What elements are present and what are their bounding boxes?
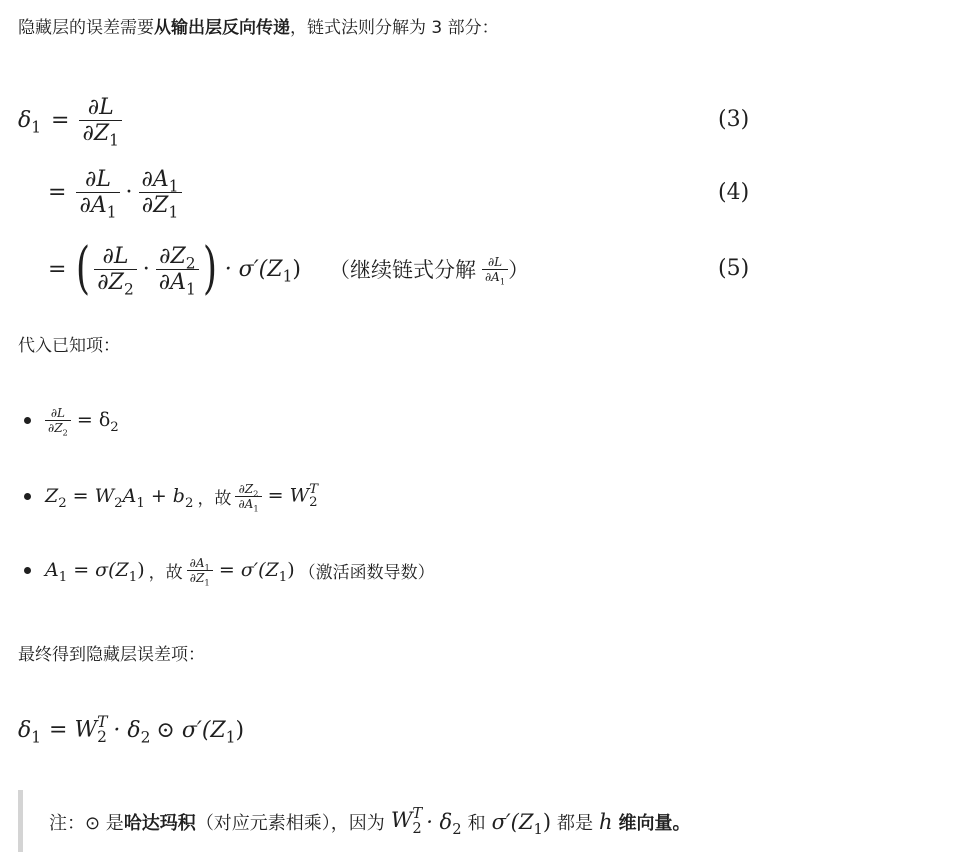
left-paren: ( [76,236,91,301]
known-terms-label: 代入已知项： [18,336,120,356]
bullet-3-therefore: ，故 [148,562,183,583]
final-label: 最终得到隐藏层误差项： [18,645,205,665]
bullet-dot [24,417,31,424]
note-blockquote [18,790,953,852]
frac-dL-dZ2: $\frac{\partial L}{\partial Z_2}$ [94,244,136,295]
delta-1: $\delta_1$ [18,107,42,136]
bullet-item-3: $A_1$ = $\sigma(Z_1)$ ，故 $\frac{\partial A_1}{\partial Z_1}$ = $\sigma'(Z_1)$ （激活函数导数） [18,550,435,590]
frac-dL-dZ2-small: $\frac{\partial L}{\partial Z_2}$ [45,406,71,435]
chain-note: （继续链式分解 [328,258,476,282]
note-bold: 哈达玛积 [123,812,196,834]
equation-tag-5: (5) [718,256,750,281]
equation-tag-4: (4) [718,180,750,205]
bullet-2-therefore: ，故 [197,488,232,509]
frac-note-dL-dA1: $\frac{\partial L}{\partial A_1}$ [482,255,508,284]
frac-dA1-dZ1-small: $\frac{\partial A_1}{\partial Z_1}$ [187,556,213,585]
note-content: 注：⊙ 是 哈达玛积 （对应元素相乘），因为 W T 2 · $\delta_2$ 和 $\sigma'(Z_1)$ 都是 h 维向量。 [49,805,691,838]
note-all: 都是 [557,812,594,834]
final-equation: $\delta_1$ = W T 2 · $\delta_2$ ⊙ $\sigma'(Z_1)$ [18,712,245,746]
bullet-item-2: $Z_2$ = $W_2A_1$ + $b_2$ ，故 $\frac{\partial Z_2}{\partial A_1}$ = W T 2 [18,476,318,516]
activation-derivative-note: （激活函数导数） [298,562,435,583]
equation-3: $\delta_1$ = $\frac{\partial L}{\partial Z_1}$ [18,88,122,152]
frac-dL-dZ1: $\frac{\partial L}{\partial Z_1}$ [79,95,121,146]
equation-4: = $\frac{\partial L}{\partial A_1}$ · $\frac{\partial A_1}{\partial Z_1}$ [48,160,182,224]
intro-before: 隐藏层的误差需要 [18,18,154,38]
note-h: h [599,809,613,834]
bullet-dot [24,493,31,500]
intro-after: ，链式法则分解为 3 部分： [290,18,499,38]
equation-5: = ( $\frac{\partial L}{\partial Z_2}$ · $\frac{\partial Z_2}{\partial A_1}$ ) · $\sigma'(Z_1)$ （继续链式分解 $\frac{\partial L}{\partial A_1}$ ） [48,236,530,301]
equation-tag-3: (3) [718,107,750,132]
note-and: 和 [467,812,486,834]
intro-text [18,16,499,40]
note-paren: （对应元素相乘），因为 [195,812,385,834]
frac-dZ2-dA1: $\frac{\partial Z_2}{\partial A_1}$ [156,244,199,295]
sigma-prime-term: · $\sigma'(Z_1)$ [224,256,301,285]
note-end: 维向量。 [618,812,691,834]
frac-dA1-dZ1: $\frac{\partial A_1}{\partial Z_1}$ [139,167,182,218]
bullet-dot [24,567,31,574]
right-paren: ) [202,236,217,301]
chain-note-close: ） [508,258,530,282]
frac-dZ2-dA1-small: $\frac{\partial Z_2}{\partial A_1}$ [235,482,261,511]
frac-dL-dA1: $\frac{\partial L}{\partial A_1}$ [76,167,119,218]
bullet-item-1: $\frac{\partial L}{\partial Z_2}$ = $\delta_2$ [18,400,119,440]
note-prefix: 注：⊙ 是 [49,812,124,834]
intro-bold: 从输出层反向传递 [154,18,290,38]
